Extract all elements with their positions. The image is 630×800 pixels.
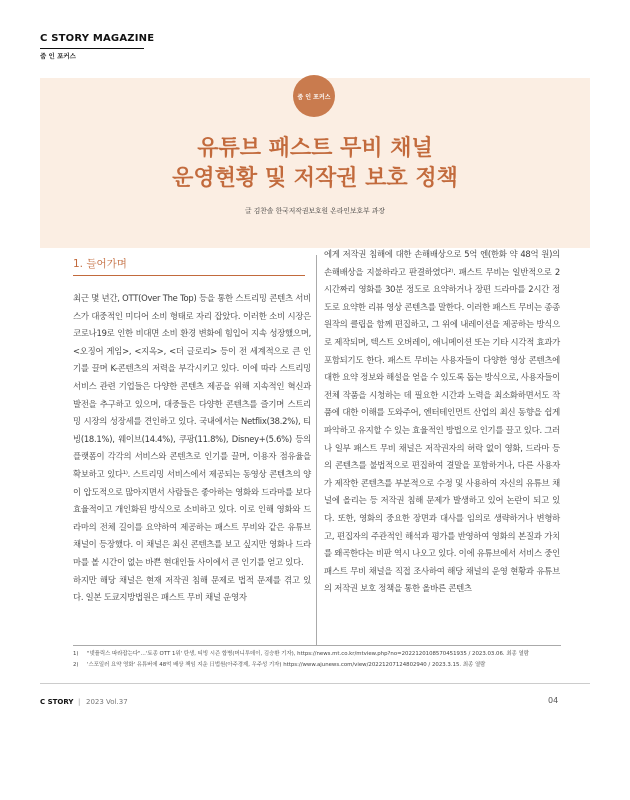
column-divider bbox=[316, 255, 317, 645]
footnote bbox=[73, 649, 573, 660]
footnote-number: 2) bbox=[73, 662, 79, 668]
article-title-line-2: 운영현황 및 저작권 보호 정책 bbox=[172, 166, 458, 191]
footnotes bbox=[73, 649, 573, 671]
footnote-rule bbox=[73, 645, 561, 646]
magazine-title: C STORY MAGAZINE bbox=[40, 33, 155, 44]
footer-separator: | bbox=[78, 698, 81, 706]
article-title-line-1: 유튜브 패스트 무비 채널 bbox=[197, 136, 433, 161]
section-label: 줌 인 포커스 bbox=[40, 52, 76, 60]
section-heading: 1. 들어가며 bbox=[73, 256, 305, 276]
paragraph: 에게 저작권 침해에 대한 손해배상으로 5억 엔(한화 약 48억 원)의 손해배상을 지불하라고 판결하였다²⁾. 패스트 무비는 일반적으로 2시간짜리 영화를 30분 정도로 요약하거나 장편 드라마를 2시간 정도로 요약한 리뷰 영상 콘텐츠를 말한다. 이러한 패스트 무비는 종종 원작의 클립을 함께 편집하고, 그 위에 내레이션을 제공하는 방식으로 제작되며, 텍스트 오버레이, 애니메이션 또는 기타 시각적 효과가 포함되기도 한다. 패스트 무비는 사용자들이 다양한 영상 콘텐츠에 대한 요약 정보와 해설을 얻을 수 있도록 돕는 방식으로, 사용자들이 전체 작품을 시청하는 데 필요한 시간과 노력을 최소화하면서도 작품에 대한 이해를 도와주어, 엔터테인먼트 산업의 최신 동향을 쉽게 파악하고 유지할 수 있는 효율적인 방법으로 인기를 끌고 있다. 그러나 일부 패스트 무비 채널은 저작권자의 허락 없이 영화, 드라마 등의 콘텐츠를 불법적으로 편집하여 결말을 포함하거나, 다른 사용자가 제작한 콘텐츠를 부분적으로 수정 및 사용하여 자신의 유튜브 채널에 올리는 등 저작권 침해 문제가 발생하고 있어 논란이 되고 있다. 또한, 영화의 중요한 장면과 대사를 임의로 생략하거나 변형하고, 편집자의 주관적인 해석과 평가를 반영하여 영화의 본질과 가치를 왜곡한다는 비판 역시 나오고 있다. 이에 유튜브에서 서비스 중인 패스트 무비 채널을 직접 조사하여 해당 채널의 운영 현황과 유튜브의 저작권 보호 정책을 통한 올바른 콘텐츠 bbox=[324, 249, 560, 594]
footer-rule bbox=[40, 683, 590, 684]
right-column bbox=[324, 246, 560, 598]
byline: 글 김찬솔 한국저작권보호원 온라인보호부 과장 bbox=[245, 207, 385, 215]
page-number: 04 bbox=[548, 696, 559, 705]
paragraph: 최근 몇 년간, OTT(Over The Top) 등을 통한 스트리밍 콘텐츠 서비스가 대중적인 미디어 소비 형태로 자리 잡았다. 이러한 소비 시장은 코로나19로 인한 비대면 소비 환경 변화에 힘입어 지속 성장했으며, <오징어 게임>, <지옥>, <더 글로리> 등이 전 세계적으로 큰 인기를 끌며 K-콘텐츠의 저력을 부각시키고 있다. 이에 따라 스트리밍 서비스 관련 기업들은 다양한 콘텐츠 제공을 위해 지속적인 혁신과 발전을 추구하고 있으며, 대중들은 다양한 콘텐츠를 즐기며 스트리밍 시장의 성장세를 견인하고 있다. 국내에서는 Netflix(38.2%), 티빙(18.1%), 웨이브(14.4%), 쿠팡(11.8%), Disney+(5.6%) 등의 플랫폼이 각각의 서비스와 콘텐츠로 인기를 끌며, 이용자 점유율을 확보하고 있다¹⁾. 스트리밍 서비스에서 제공되는 동영상 콘텐츠의 양이 압도적으로 많아지면서 사람들은 좋아하는 영화와 드라마를 보다 효율적이고 개인화된 방식으로 소비하고 있다. 이로 인해 영화와 드라마의 전체 길이를 요약하여 제공하는 패스트 무비와 같은 유튜브 채널이 등장했다. 이 채널은 최신 콘텐츠를 보고 싶지만 영화나 드라마를 볼 시간이 없는 바쁜 현대인들 사이에서 큰 인기를 얻고 있다. bbox=[73, 293, 311, 567]
footnote-number: 1) bbox=[73, 651, 79, 657]
header-rule bbox=[40, 48, 144, 49]
footnote-text: "넷플릭스 따라잡는다"…'토종 OTT 1위' 탄생, 티빙 시즌 합병(머니투데이, 김승환 기자), https://news.mt.co.kr/mtview.php?no=2022120108570451935 / 2023.03.06. 최종 열람 bbox=[87, 651, 529, 657]
footer-brand: C STORY bbox=[40, 698, 74, 706]
section-badge: 줌 인 포커스 bbox=[293, 75, 335, 117]
footer-issue: 2023 Vol.37 bbox=[86, 698, 128, 706]
footnote bbox=[73, 660, 573, 671]
left-column bbox=[73, 290, 311, 607]
footnote-text: '스포일러 요약 영화' 유튜버에 48억 배상 책임 지운 日법원(아주경제, 우주성 기자) https://www.ajunews.com/view/20221207124802940 / 2023.3.15. 최종 열람 bbox=[87, 662, 486, 668]
paragraph: 하지만 해당 채널은 현재 저작권 침해 문제로 법적 문제를 겪고 있다. 일본 도쿄지방법원은 패스트 무비 채널 운영자 bbox=[73, 574, 311, 603]
